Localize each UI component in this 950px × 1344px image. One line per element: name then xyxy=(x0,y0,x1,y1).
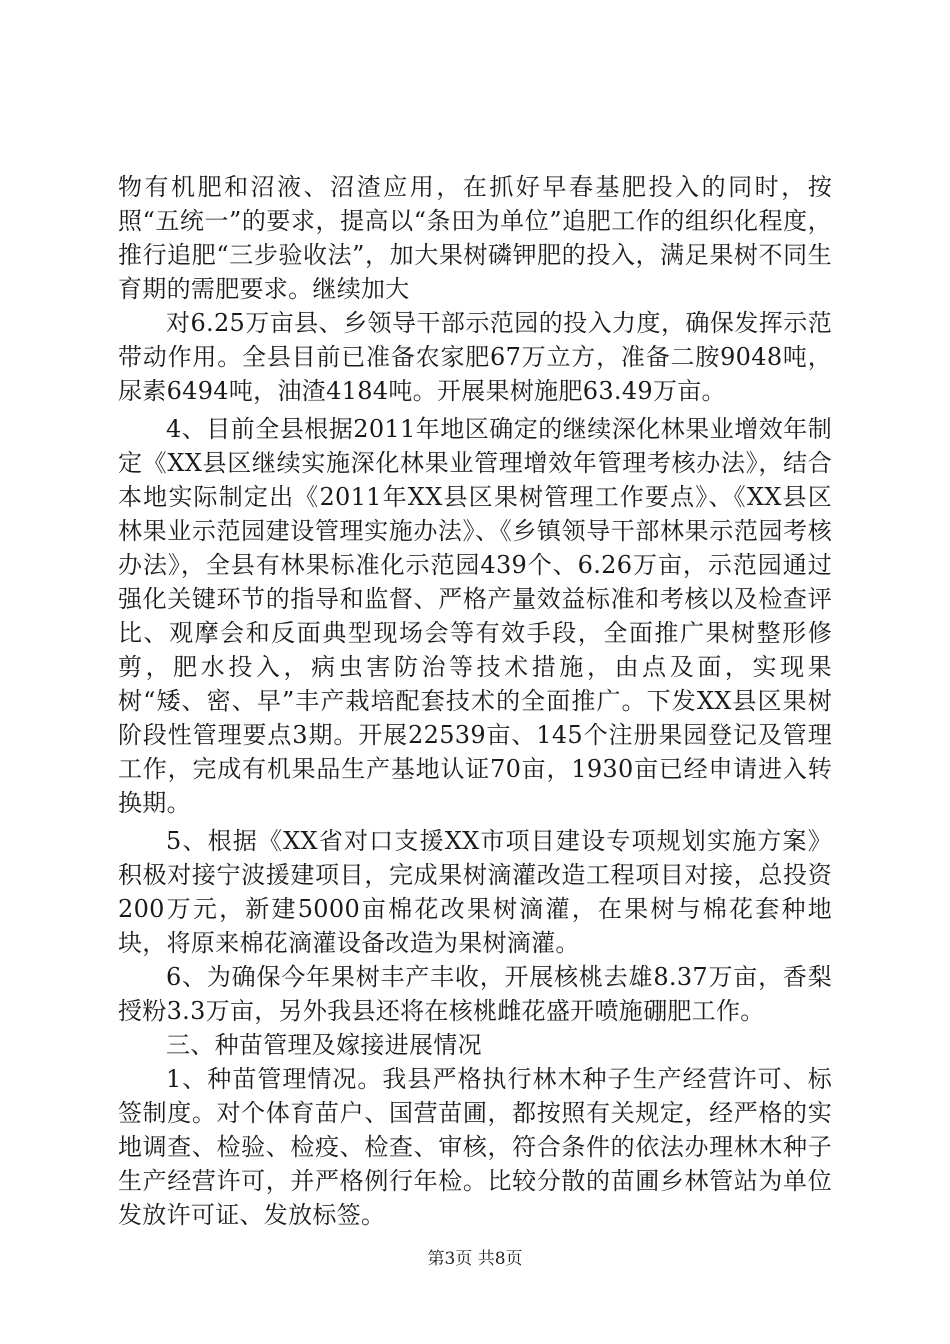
document-body xyxy=(118,170,832,1232)
paragraph-item-4: 4、目前全县根据2011年地区确定的继续深化林果业增效年制定《XX县区继续实施深化林果业管理增效年管理考核办法》，结合本地实际制定出《2011年XX县区果树管理工作要点》、《XX县区林果业示范园建设管理实施办法》、《乡镇领导干部林果示范园考核办法》，全县有林果标准化示范园439个、6.26万亩，示范园通过强化关键环节的指导和监督、严格产量效益标准和考核以及检查评比、观摩会和反面典型现场会等有效手段，全面推广果树整形修剪，肥水投入，病虫害防治等技术措施，由点及面，实现果树“矮、密、早”丰产栽培配套技术的全面推广。下发XX县区果树阶段性管理要点3期。开展22539亩、145个注册果园登记及管理工作，完成有机果品生产基地认证70亩，1930亩已经申请进入转换期。 xyxy=(118,415,832,817)
paragraph-seedling-management: 1、种苗管理情况。我县严格执行林木种子生产经营许可、标签制度。对个体育苗户、国营苗圃，都按照有关规定，经严格的实地调查、检验、检疫、检查、审核，符合条件的依法办理林木种子生产经营许可，并严格例行年检。比较分散的苗圃乡林管站为单位发放许可证、发放标签。 xyxy=(118,1065,832,1229)
page-number-footer: 第3页 共8页 xyxy=(427,1249,523,1269)
paragraph-demonstration-garden: 对6.25万亩县、乡领导干部示范园的投入力度，确保发挥示范带动作用。全县目前已准备农家肥67万立方，准备二胺9048吨，尿素6494吨，油渣4184吨。开展果树施肥63.49万亩。 xyxy=(118,309,832,405)
paragraph-item-6: 6、为确保今年果树丰产丰收，开展核桃去雄8.37万亩，香梨授粉3.3万亩，另外我县还将在核桃雌花盛开喷施硼肥工作。 xyxy=(118,963,832,1025)
section-heading-seedlings: 三、种苗管理及嫁接进展情况 xyxy=(166,1031,482,1059)
paragraph-continuation: 物有机肥和沼液、沼渣应用，在抓好早春基肥投入的同时，按照“五统一”的要求，提高以“条田为单位”追肥工作的组织化程度，推行追肥“三步验收法”，加大果树磷钾肥的投入，满足果树不同生育期的需肥要求。继续加大 xyxy=(118,173,832,303)
paragraph-item-5: 5、根据《XX省对口支援XX市项目建设专项规划实施方案》积极对接宁波援建项目，完成果树滴灌改造工程项目对接，总投资200万元，新建5000亩棉花改果树滴灌，在果树与棉花套种地块，将原来棉花滴灌设备改造为果树滴灌。 xyxy=(118,827,832,957)
